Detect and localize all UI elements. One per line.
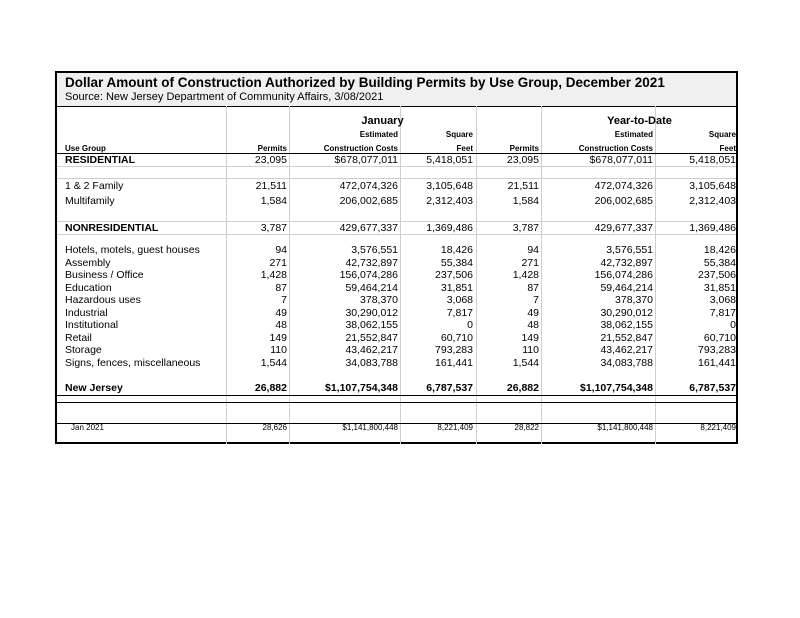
table-cell: 161,441: [435, 357, 473, 369]
total-rule-top: [57, 395, 736, 396]
table-cell: 1,584: [260, 195, 287, 207]
table-cell: 59,464,214: [345, 282, 398, 294]
table-cell: 34,083,788: [345, 357, 398, 369]
header-feet: Feet: [456, 144, 473, 153]
table-cell: 55,384: [703, 257, 736, 269]
table-cell: 43,462,217: [600, 344, 653, 356]
table-cell: $1,107,754,348: [580, 382, 653, 394]
row-label: NONRESIDENTIAL: [65, 222, 159, 234]
table-cell: 429,677,337: [339, 222, 398, 234]
table-cell: 21,511: [255, 180, 287, 192]
report-sheet: [55, 71, 738, 444]
row-label: Retail: [65, 332, 92, 344]
table-cell: 42,732,897: [345, 257, 398, 269]
table-cell: 1,544: [260, 357, 287, 369]
table-cell: 271: [269, 257, 287, 269]
table-cell: $1,107,754,348: [325, 382, 398, 394]
table-cell: 7: [281, 294, 287, 306]
table-cell: 48: [527, 319, 539, 331]
table-cell: 3,068: [709, 294, 736, 306]
table-cell: 3,787: [260, 222, 287, 234]
table-cell: 49: [275, 307, 287, 319]
table-cell: 1,369,486: [689, 222, 736, 234]
table-cell: 6,787,537: [689, 382, 736, 394]
row-label: Business / Office: [65, 269, 144, 281]
table-cell: 55,384: [440, 257, 473, 269]
table-cell: 2,312,403: [426, 195, 473, 207]
table-cell: 31,851: [440, 282, 473, 294]
table-cell: 206,002,685: [339, 195, 398, 207]
table-cell: 793,283: [698, 344, 736, 356]
table-cell: 7,817: [709, 307, 736, 319]
table-cell: 18,426: [440, 244, 473, 256]
table-cell: 161,441: [698, 357, 736, 369]
table-cell: 31,851: [703, 282, 736, 294]
table-cell: 7: [533, 294, 539, 306]
table-cell: 43,462,217: [345, 344, 398, 356]
header-construction-costs-ytd: Construction Costs: [578, 144, 653, 153]
table-cell: 8,221,409: [437, 423, 473, 432]
table-cell: 237,506: [435, 269, 473, 281]
table-cell: $678,077,011: [589, 154, 653, 166]
table-cell: 206,002,685: [594, 195, 653, 207]
header-square-ytd: Square: [708, 130, 736, 139]
table-cell: $678,077,011: [334, 154, 398, 166]
row-label: Institutional: [65, 319, 119, 331]
table-cell: 26,882: [254, 382, 287, 394]
table-cell: 26,882: [506, 382, 539, 394]
table-cell: 1,428: [260, 269, 287, 281]
table-cell: $1,141,800,448: [597, 423, 653, 432]
table-cell: 0: [467, 319, 473, 331]
row-label: Jan 2021: [71, 423, 104, 432]
table-cell: 38,062,155: [345, 319, 398, 331]
table-cell: 5,418,051: [426, 154, 473, 166]
table-cell: 34,083,788: [600, 357, 653, 369]
table-cell: 1,544: [512, 357, 539, 369]
table-cell: 3,105,648: [689, 180, 736, 192]
table-cell: 1,369,486: [426, 222, 473, 234]
table-cell: 21,552,847: [600, 332, 653, 344]
table-cell: 2,312,403: [689, 195, 736, 207]
table-cell: 7,817: [446, 307, 473, 319]
table-cell: 3,576,551: [606, 244, 653, 256]
table-cell: 3,787: [512, 222, 539, 234]
table-cell: 42,732,897: [600, 257, 653, 269]
table-cell: 1,584: [512, 195, 539, 207]
table-cell: 0: [730, 319, 736, 331]
report-source: Source: New Jersey Department of Community Affairs, 3/08/2021: [65, 91, 384, 103]
row-label: Industrial: [65, 307, 108, 319]
header-feet-ytd: Feet: [719, 144, 736, 153]
header-square: Square: [445, 130, 473, 139]
table-cell: 87: [527, 282, 539, 294]
table-cell: 156,074,286: [594, 269, 653, 281]
table-cell: 49: [527, 307, 539, 319]
table-cell: 87: [275, 282, 287, 294]
table-cell: 378,370: [615, 294, 653, 306]
title-block: [57, 73, 736, 107]
table-cell: 3,576,551: [351, 244, 398, 256]
row-label: 1 & 2 Family: [65, 180, 124, 192]
header-permits-ytd: Permits: [509, 144, 539, 153]
table-cell: 94: [527, 244, 539, 256]
group-header-ytd: Year-to-Date: [607, 115, 672, 127]
header-estimated-ytd: Estimated: [614, 130, 653, 139]
table-cell: 429,677,337: [594, 222, 653, 234]
table-cell: 23,095: [506, 154, 539, 166]
row-label: Signs, fences, miscellaneous: [65, 357, 201, 369]
table-cell: 6,787,537: [426, 382, 473, 394]
table-cell: 21,552,847: [345, 332, 398, 344]
row-label: Multifamily: [65, 195, 115, 207]
table-cell: 110: [522, 344, 539, 356]
table-cell: 28,822: [514, 423, 539, 432]
table-cell: 48: [275, 319, 287, 331]
table-cell: 472,074,326: [594, 180, 653, 192]
table-cell: 793,283: [435, 344, 473, 356]
total-rule-top-2: [57, 402, 736, 403]
table-cell: 5,418,051: [689, 154, 736, 166]
table-cell: $1,141,800,448: [342, 423, 398, 432]
table-cell: 237,506: [698, 269, 736, 281]
row-label: Hazardous uses: [65, 294, 141, 306]
table-cell: 149: [269, 332, 287, 344]
table-cell: 8,221,409: [700, 423, 736, 432]
table-cell: 3,105,648: [426, 180, 473, 192]
row-label: RESIDENTIAL: [65, 154, 136, 166]
table-cell: 3,068: [446, 294, 473, 306]
table-cell: 28,626: [262, 423, 287, 432]
table-cell: 149: [521, 332, 539, 344]
table-cell: 60,710: [703, 332, 736, 344]
table-cell: 30,290,012: [345, 307, 398, 319]
row-label: Education: [65, 282, 112, 294]
table-cell: 110: [270, 344, 287, 356]
row-rule: [57, 178, 736, 179]
row-label: Hotels, motels, guest houses: [65, 244, 200, 256]
table-cell: 472,074,326: [339, 180, 398, 192]
table-cell: 156,074,286: [339, 269, 398, 281]
group-header-month: January: [361, 115, 404, 127]
table-cell: 30,290,012: [600, 307, 653, 319]
header-permits: Permits: [257, 144, 287, 153]
row-label: Storage: [65, 344, 102, 356]
header-construction-costs: Construction Costs: [323, 144, 398, 153]
table-cell: 38,062,155: [600, 319, 653, 331]
table-cell: 23,095: [254, 154, 287, 166]
report-title: Dollar Amount of Construction Authorized by Building Permits by Use Group, December 2021: [65, 75, 665, 90]
table-cell: 378,370: [360, 294, 398, 306]
table-cell: 271: [521, 257, 539, 269]
table-cell: 94: [275, 244, 287, 256]
row-label: Assembly: [65, 257, 111, 269]
table-cell: 21,511: [507, 180, 539, 192]
header-use-group: Use Group: [65, 144, 106, 153]
table-cell: 1,428: [512, 269, 539, 281]
row-label: New Jersey: [65, 382, 123, 394]
table-cell: 60,710: [440, 332, 473, 344]
table-cell: 18,426: [703, 244, 736, 256]
header-estimated: Estimated: [359, 130, 398, 139]
table-cell: 59,464,214: [600, 282, 653, 294]
